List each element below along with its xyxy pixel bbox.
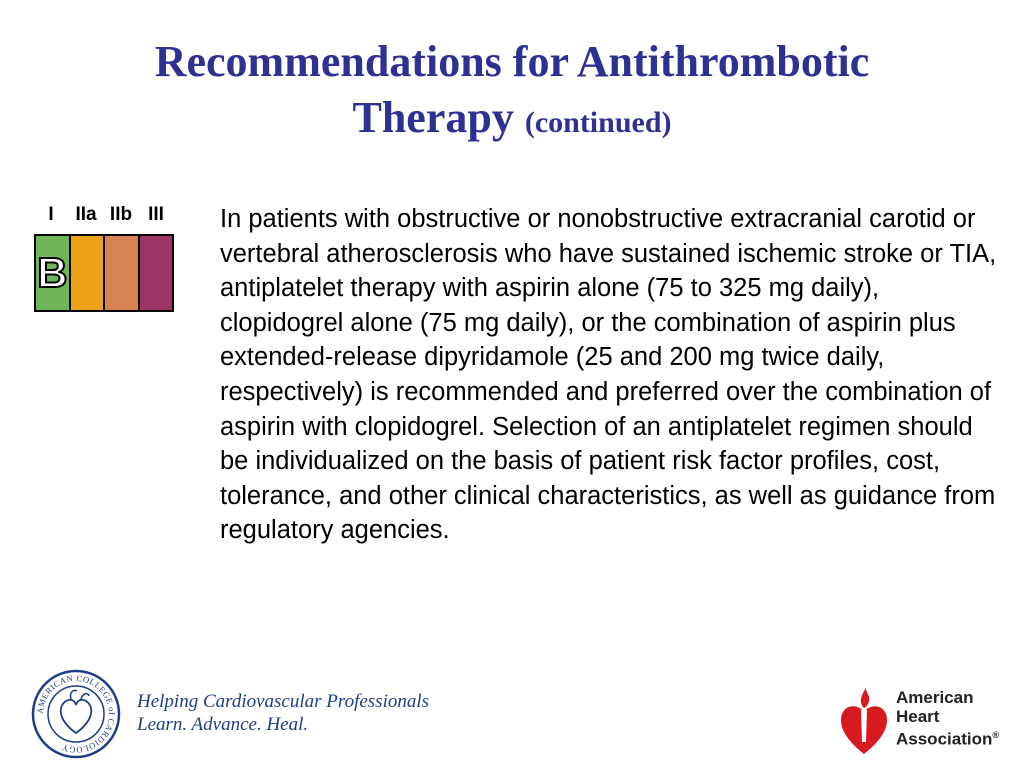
class-label-iib: IIb bbox=[109, 204, 133, 225]
acc-seal-logo bbox=[31, 669, 121, 759]
aha-name bbox=[896, 688, 999, 749]
acc-tagline-line-1: Helping Cardiovascular Professionals bbox=[137, 691, 430, 712]
slide-title bbox=[0, 34, 1024, 151]
title-continued: (continued) bbox=[524, 106, 672, 139]
aha-logo-block bbox=[836, 680, 1016, 760]
acc-tagline-line-2: Learn. Advance. Heal. bbox=[137, 714, 309, 735]
acc-tagline bbox=[137, 690, 429, 736]
class-cell-iib bbox=[105, 236, 140, 310]
classification-box bbox=[34, 234, 174, 312]
acc-seal-text: AMERICAN COLLEGE of CARDIOLOGY bbox=[34, 672, 118, 756]
class-label-i: I bbox=[48, 204, 54, 225]
class-labels bbox=[34, 204, 174, 230]
title-therapy: Therapy bbox=[352, 93, 514, 142]
heart-torch-icon bbox=[836, 680, 892, 760]
class-label-iii: III bbox=[148, 204, 164, 225]
title-line-2 bbox=[0, 90, 1024, 151]
registered-mark: ® bbox=[992, 730, 999, 740]
aha-name-line-3 bbox=[896, 726, 999, 749]
title-line-1: Recommendations for Antithrombotic bbox=[154, 37, 870, 86]
aha-name-line-1: American bbox=[896, 688, 974, 707]
class-label-iia: IIa bbox=[75, 204, 97, 225]
aha-association: Association bbox=[896, 729, 993, 749]
class-cell-iia bbox=[71, 236, 106, 310]
class-cell-i bbox=[36, 236, 71, 310]
class-cell-iii bbox=[140, 236, 173, 310]
recommendation-text: In patients with obstructive or nonobstructive extracranial carotid or vertebral atherosclerosis who have sustained ischemic stroke or TIA, antiplatelet therapy with aspirin alone (75 to 325 mg daily), clopidogrel alone (75 mg daily), or the combination of aspirin plus extended-release dipyridamole (25 and 200 mg twice daily, respectively) is recommended and preferred over the combination of aspirin with clopidogrel. Selection of an antiplatelet regimen should be individualized on the basis of patient risk factor profiles, cost, tolerance, and other clinical characteristics, as well as guidance from regulatory agencies. bbox=[220, 205, 997, 545]
level-of-evidence-badge: B bbox=[37, 249, 68, 296]
aha-name-line-2: Heart bbox=[896, 707, 940, 726]
